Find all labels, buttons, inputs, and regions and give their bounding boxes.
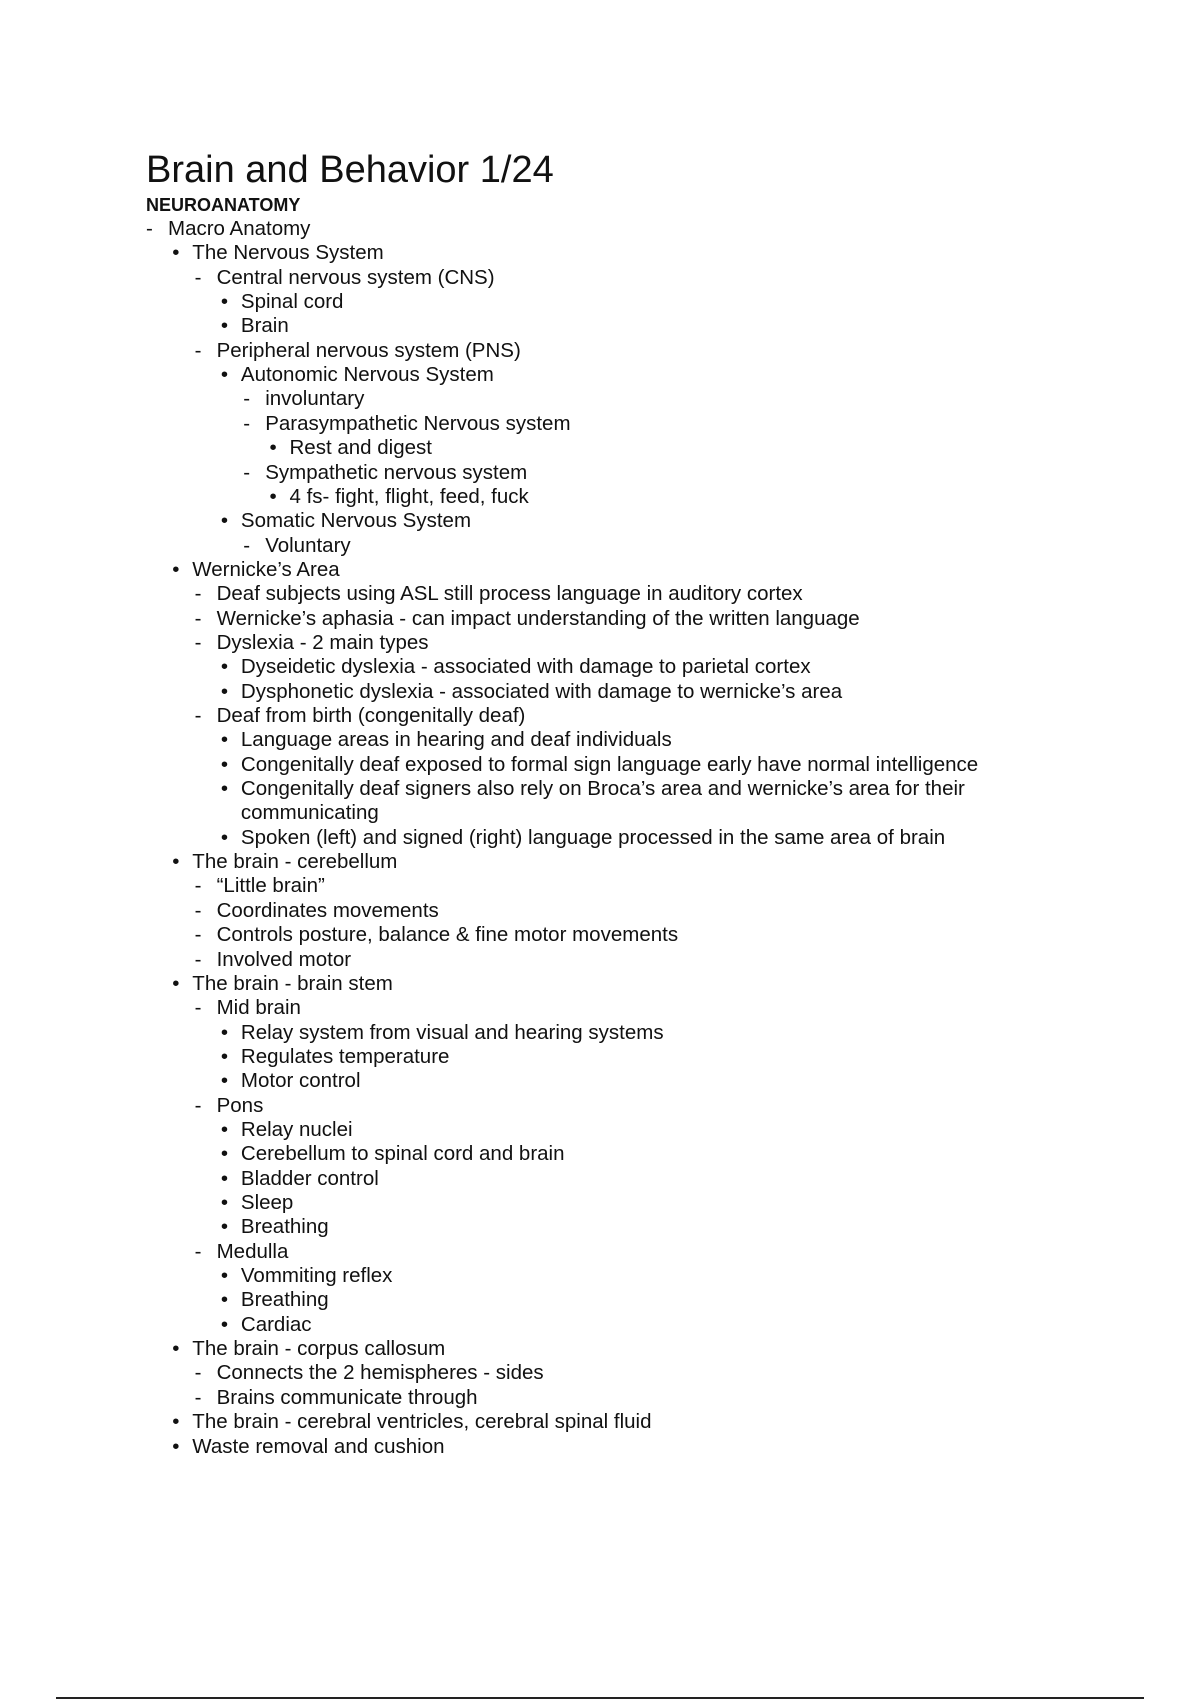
outline-item-text: Central nervous system (CNS): [216, 265, 495, 289]
outline-item-text: Breathing: [240, 1215, 329, 1239]
outline-item-text: Language areas in hearing and deaf individuals: [240, 728, 672, 752]
outline-item-text: Relay nuclei: [240, 1117, 353, 1141]
bullet-marker: •: [172, 850, 180, 874]
dash-marker: -: [243, 460, 251, 484]
bullet-marker: •: [220, 363, 229, 387]
outline-item-text: Vommiting reflex: [240, 1264, 393, 1288]
outline-item-text: Wernicke’s Area: [192, 557, 340, 581]
dash-marker: -: [146, 217, 153, 240]
dash-marker: -: [194, 1093, 202, 1117]
bullet-marker: •: [220, 679, 229, 703]
bullet-marker: •: [220, 314, 229, 338]
dash-marker: -: [194, 704, 202, 727]
dash-marker: -: [194, 582, 202, 606]
bullet-marker: •: [220, 1166, 229, 1190]
outline-item-text: Macro Anatomy: [168, 217, 311, 240]
outline-item-text: Brain: [240, 314, 289, 338]
bullet-marker: •: [172, 971, 180, 995]
outline-item-text: Sleep: [240, 1191, 294, 1214]
outline-item-text: Dyseidetic dyslexia - associated with damage to parietal cortex: [240, 655, 811, 679]
outline-item-text: Pons: [216, 1093, 264, 1117]
dash-marker: -: [243, 533, 251, 557]
outline-item-text: Motor control: [240, 1069, 361, 1093]
dash-marker: -: [194, 338, 202, 362]
outline-item-text: Involved motor: [216, 947, 352, 971]
bullet-marker: •: [269, 436, 277, 460]
outline-item-text: Breathing: [240, 1288, 329, 1312]
outline-item-text: Congenitally deaf exposed to formal sign language early have normal intelligence: [240, 752, 979, 776]
outline-item-text: Deaf from birth (congenitally deaf): [216, 704, 526, 727]
outline-item-text: Spinal cord: [240, 290, 344, 314]
bullet-marker: •: [220, 1044, 229, 1068]
bullet-marker: •: [172, 557, 180, 581]
outline-item-text: Autonomic Nervous System: [240, 363, 494, 387]
bullet-marker: •: [220, 825, 229, 849]
outline-item-text: The brain - cerebral ventricles, cerebral spinal fluid: [192, 1410, 652, 1434]
outline-item-text: The brain - brain stem: [192, 971, 393, 995]
outline-item-text: Dyslexia - 2 main types: [216, 630, 429, 654]
outline-item-text: Coordinates movements: [216, 898, 439, 922]
outline-item-text: Deaf subjects using ASL still process language in auditory cortex: [216, 582, 803, 606]
bullet-marker: •: [220, 1312, 229, 1336]
dash-marker: -: [194, 996, 202, 1020]
outline-item-text: The brain - cerebellum: [192, 850, 398, 874]
outline-item-text: The Nervous System: [192, 241, 384, 265]
bullet-marker: •: [220, 1117, 229, 1141]
page-title: Brain and Behavior 1/24: [146, 149, 554, 191]
dash-marker: -: [194, 874, 202, 898]
bullet-marker: •: [172, 1410, 180, 1434]
bullet-marker: •: [220, 728, 229, 752]
dash-marker: -: [194, 1239, 202, 1263]
outline-item-text: Somatic Nervous System: [240, 509, 472, 533]
outline-item-text: communicating: [240, 801, 379, 825]
outline-item-text: Peripheral nervous system (PNS): [216, 338, 521, 362]
outline-item-text: “Little brain”: [216, 874, 325, 898]
outline-item-text: Brains communicate through: [216, 1385, 478, 1409]
dash-marker: -: [194, 898, 202, 922]
bullet-marker: •: [220, 1215, 229, 1239]
dash-marker: -: [194, 606, 202, 630]
bullet-marker: •: [220, 752, 229, 776]
outline-item-text: Sympathetic nervous system: [265, 460, 528, 484]
bullet-marker: •: [269, 484, 277, 508]
outline-item-text: Connects the 2 hemispheres - sides: [216, 1361, 544, 1385]
outline-item-text: Wernicke’s aphasia - can impact understanding of the written language: [216, 606, 860, 630]
outline-item-text: Congenitally deaf signers also rely on Broca’s area and wernicke’s area for their: [240, 777, 965, 801]
bullet-marker: •: [220, 1264, 229, 1288]
bullet-marker: •: [220, 1288, 229, 1312]
bullet-marker: •: [220, 1191, 229, 1214]
dash-marker: -: [194, 265, 202, 289]
dash-marker: -: [243, 387, 251, 411]
bullet-marker: •: [220, 777, 229, 801]
dash-marker: -: [194, 630, 202, 654]
outline-item-text: Spoken (left) and signed (right) language processed in the same area of brain: [240, 825, 946, 849]
outline-item-text: Dysphonetic dyslexia - associated with damage to wernicke’s area: [240, 679, 843, 703]
outline-item-text: Controls posture, balance & fine motor movements: [216, 923, 679, 947]
outline-item-text: 4 fs- fight, flight, feed, fuck: [289, 484, 529, 508]
outline-item-text: Cardiac: [240, 1312, 312, 1336]
dash-marker: -: [194, 1361, 202, 1385]
bullet-marker: •: [172, 241, 180, 265]
outline-item-text: Relay system from visual and hearing systems: [240, 1020, 664, 1044]
outline-item-text: Rest and digest: [289, 436, 432, 460]
outline-item-text: Cerebellum to spinal cord and brain: [240, 1142, 565, 1166]
outline-item-text: Waste removal and cushion: [192, 1434, 445, 1458]
bullet-marker: •: [220, 290, 229, 314]
outline-item-text: involuntary: [265, 387, 365, 411]
dash-marker: -: [194, 1385, 202, 1409]
bullet-marker: •: [220, 1069, 229, 1093]
outline-item-text: Voluntary: [265, 533, 351, 557]
outline-item-text: The brain - corpus callosum: [192, 1337, 446, 1361]
bullet-marker: •: [220, 1142, 229, 1166]
bullet-marker: •: [172, 1434, 180, 1458]
outline-item-text: Mid brain: [216, 996, 301, 1020]
outline-item-text: Regulates temperature: [240, 1044, 450, 1068]
bullet-marker: •: [172, 1337, 180, 1361]
outline-item-text: Parasympathetic Nervous system: [265, 411, 571, 435]
bullet-marker: •: [220, 655, 229, 679]
dash-marker: -: [243, 411, 251, 435]
bullet-marker: •: [220, 509, 229, 533]
dash-marker: -: [194, 947, 202, 971]
section-heading: NEUROANATOMY: [146, 195, 301, 215]
page-bottom-divider: [56, 1697, 1144, 1699]
outline-item-text: Medulla: [216, 1239, 289, 1263]
outline-item-text: Bladder control: [240, 1166, 379, 1190]
dash-marker: -: [194, 923, 202, 947]
bullet-marker: •: [220, 1020, 229, 1044]
